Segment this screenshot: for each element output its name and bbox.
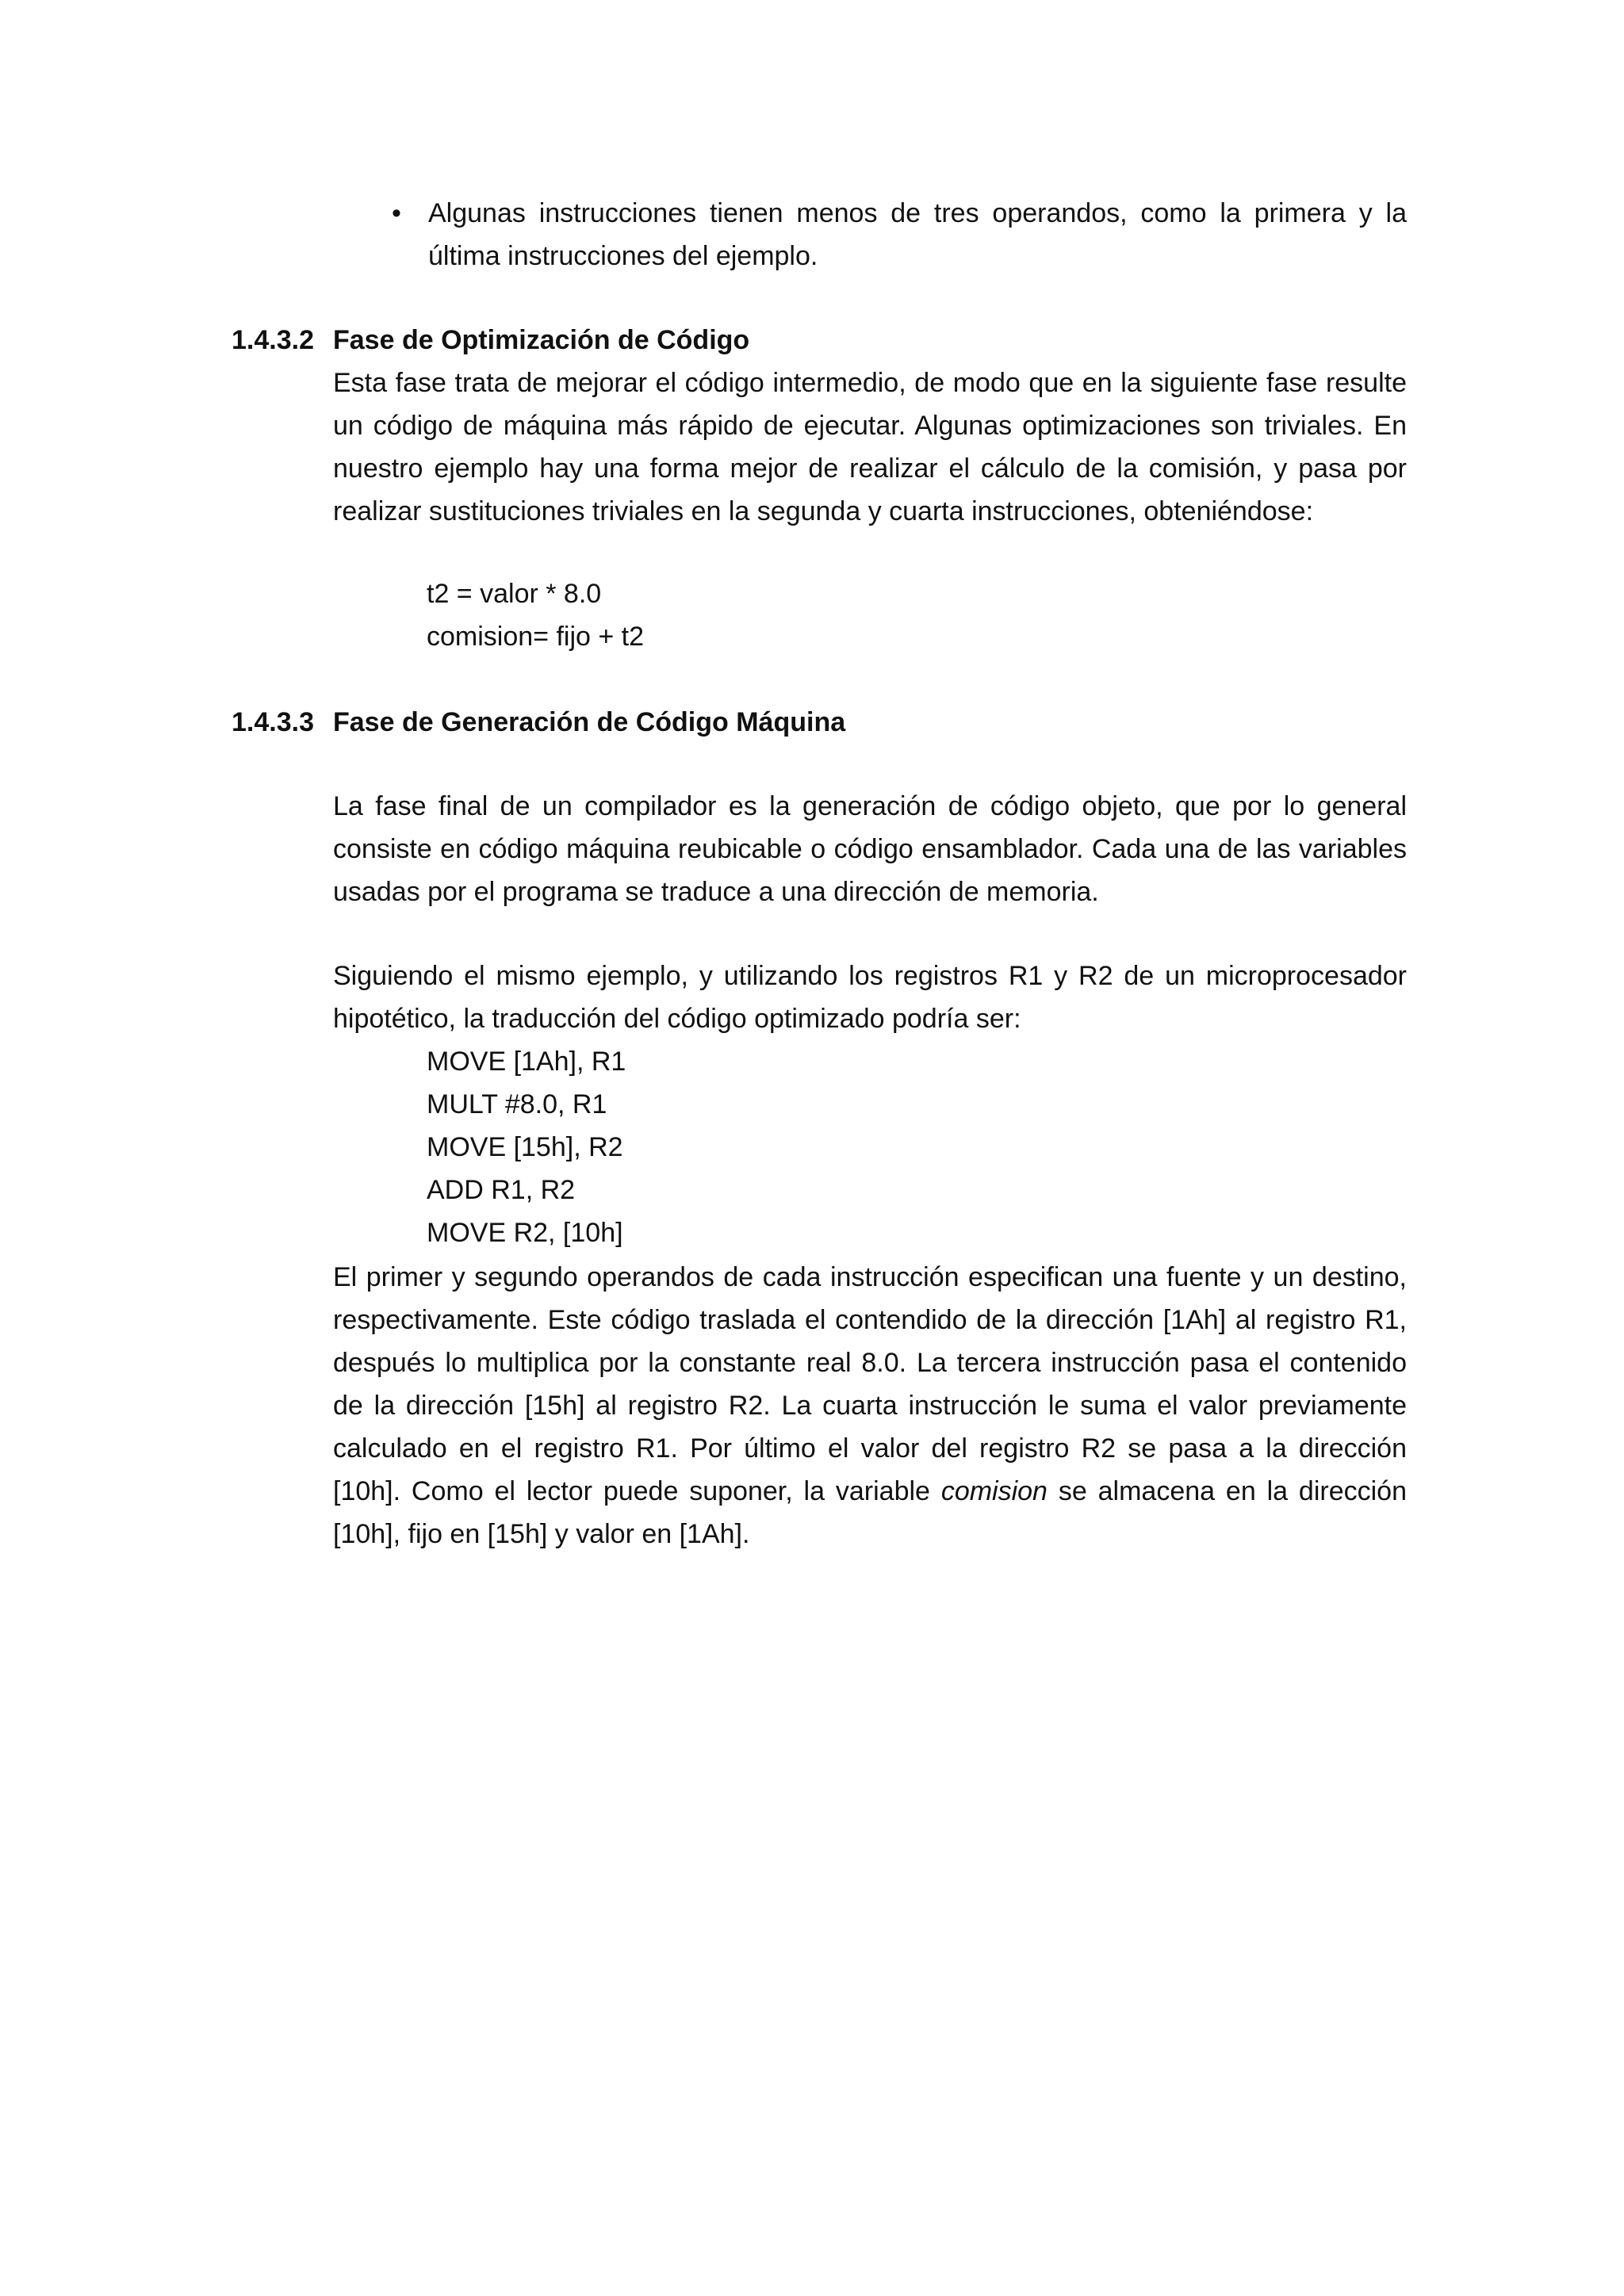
code-line: t2 = valor * 8.0 <box>427 579 602 609</box>
code-line: MOVE [15h], R2 <box>427 1132 623 1162</box>
bullet-mark: • <box>392 198 401 228</box>
section-heading-1433 <box>232 701 1407 744</box>
code-line: MOVE R2, [10h] <box>427 1218 623 1248</box>
section-number: 1.4.3.3 <box>232 707 314 737</box>
bullet-item <box>392 192 1407 277</box>
generation-paragraph-3 <box>333 1256 1407 1556</box>
optimized-code-block <box>427 572 1140 658</box>
code-line: comision= fijo + t2 <box>427 622 645 652</box>
generation-paragraph-2: Siguiendo el mismo ejemplo, y utilizando los registros R1 y R2 de un microprocesador hipotético, la traducción del código optimizado podría ser: <box>333 961 1407 1034</box>
machine-code-block <box>427 1040 1140 1254</box>
section-number: 1.4.3.2 <box>232 325 314 355</box>
paragraph-text: El primer y segundo operandos de cada instrucción especifican una fuente y un destino, respectivamente. Este código traslada el contendido de la dirección [1Ah] al registro R1, después lo multiplica por la constante real 8.0. La tercera instrucción pasa el contenido de la dirección [15h] al registro R2. La cuarta instrucción le suma el valor previamente calculado en el registro R1. Por último el valor del registro R2 se pasa a la dirección [10h]. Como el lector puede suponer, la variable <box>333 1262 1407 1506</box>
code-line: MOVE [1Ah], R1 <box>427 1047 626 1077</box>
section-heading-1432 <box>232 319 1407 362</box>
code-line: ADD R1, R2 <box>427 1175 576 1205</box>
bullet-text: Algunas instrucciones tienen menos de tres operandos, como la primera y la última instrucciones del ejemplo. <box>428 198 1407 271</box>
variable-name-italic: comision <box>940 1476 1048 1506</box>
generation-paragraph-1: La fase final de un compilador es la generación de código objeto, que por lo general consiste en código máquina reubicable o código ensamblador. Cada una de las variables usadas por el programa se traduce a una dirección de memoria. <box>333 791 1407 907</box>
section-title: Fase de Generación de Código Máquina <box>333 707 846 737</box>
optimization-paragraph: Esta fase trata de mejorar el código intermedio, de modo que en la siguiente fase resulte un código de máquina más rápido de ejecutar. Algunas optimizaciones son triviales. En nuestro ejemplo hay una forma mejor de realizar el cálculo de la comisión, y pasa por realizar sustituciones triviales en la segunda y cuarta instrucciones, obteniéndose: <box>333 368 1407 526</box>
section-title: Fase de Optimización de Código <box>333 325 750 355</box>
code-line: MULT #8.0, R1 <box>427 1089 607 1119</box>
paragraph-text: se almacena en la dirección [10h], fijo en [15h] y valor en [1Ah]. <box>333 1476 1407 1549</box>
